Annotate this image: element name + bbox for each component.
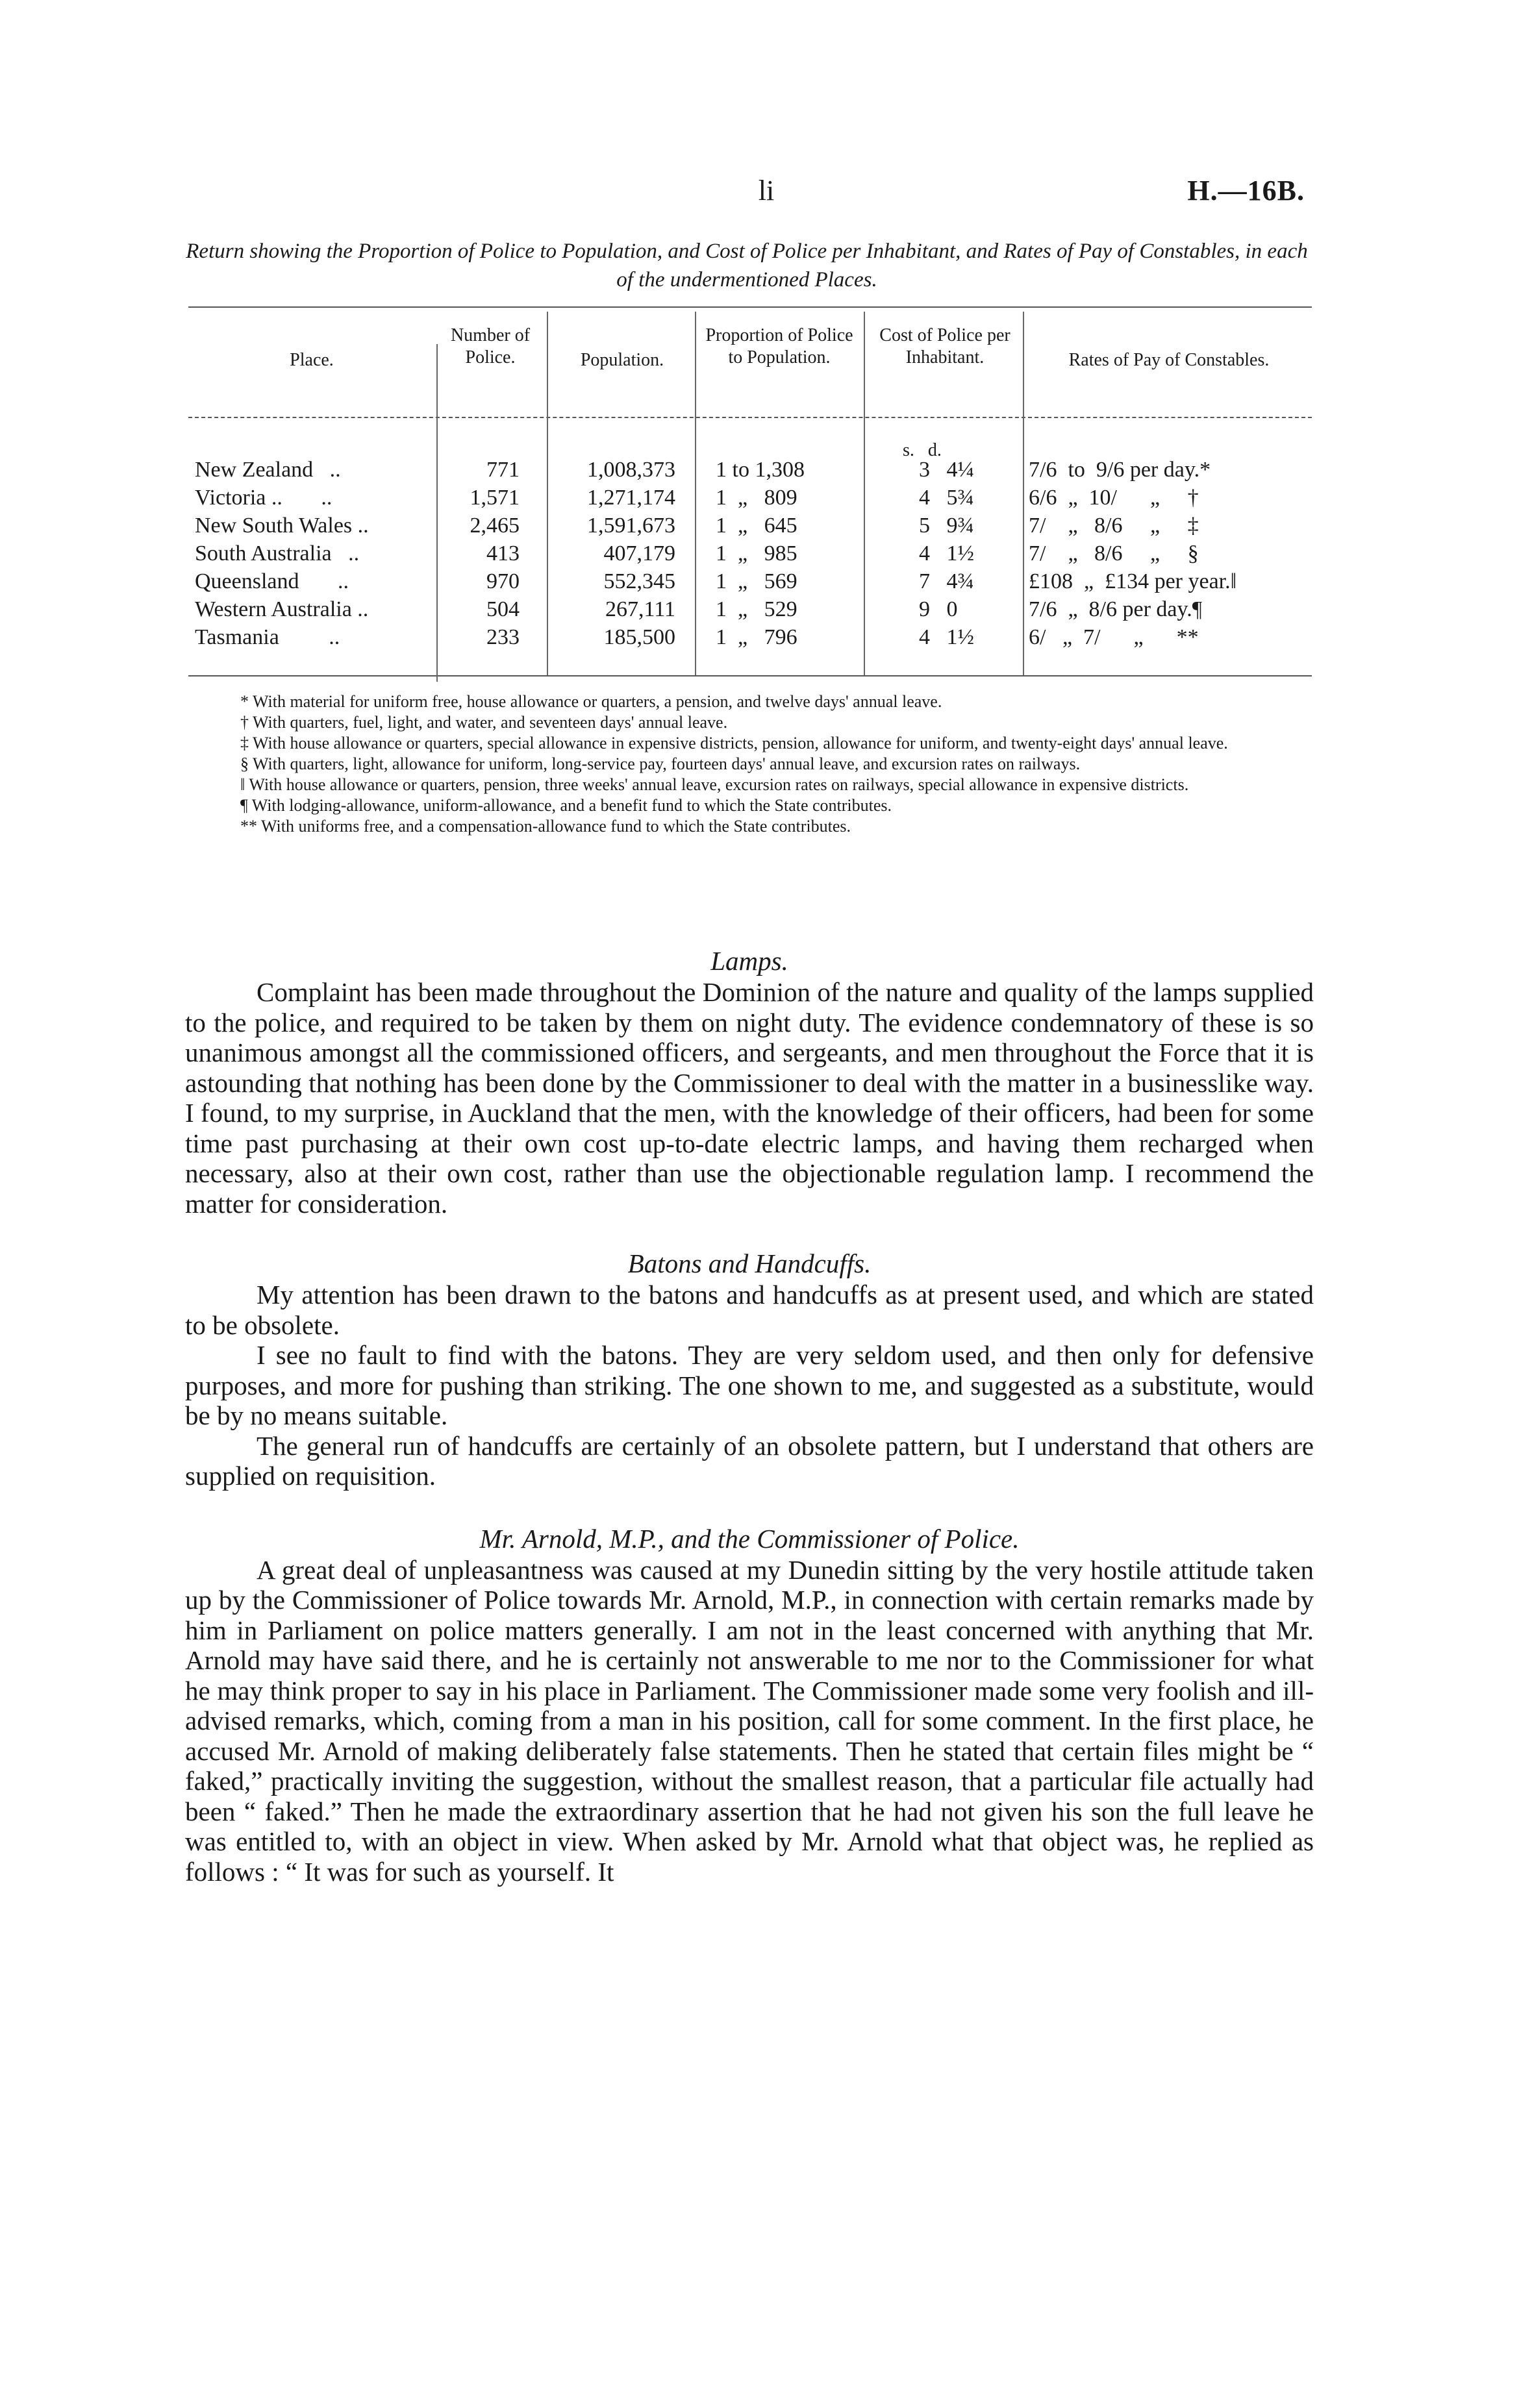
table-body (195, 456, 1312, 651)
report-body (185, 945, 1314, 1887)
cell-population: 185,500 (603, 625, 675, 649)
cell-number: 771 (486, 458, 520, 482)
cell-proportion: 1 „ 985 (716, 541, 797, 565)
footnote: ** With uniforms free, and a compensation-allowance fund to which the State contributes. (240, 817, 851, 836)
header-rates: Rates of Pay of Constables. (1068, 350, 1270, 370)
paragraph: I see no fault to find with the batons. They are very seldom used, and then only for defensive purposes, and more for pushing than striking. The one shown to me, and suggested as a substitute, would be by no means suitable. (185, 1340, 1314, 1430)
paragraph: A great deal of unpleasantness was caused at my Dunedin sitting by the very hostile attitude taken up by the Commissioner of Police towards Mr. Arnold, M.P., in connection with certain remarks made by him in Parliament on police matters generally. I am not in the least concerned with anything that Mr. Arnold may have said there, and he is certainly not answerable to me nor to the Commissioner for what he may think proper to say in his place in Parliament. The Commissioner made some very foolish and ill-advised remarks, which, coming from a man in his position, call for some comment. In the first place, he accused Mr. Arnold of making deliberately false statements. Then he stated that certain files might be “ faked,” practically inviting the suggestion, without the smallest reason, that a particular file actually had been “ faked.” Then he made the extraordinary assertion that he had not given his son the full leave he was entitled to, with an object in view. When asked by Mr. Arnold what that object was, he replied as follows : “ It was for such as yourself. It (185, 1554, 1314, 1887)
cell-cost: 9 0 (919, 597, 958, 621)
cell-place: Victoria .. .. (195, 486, 333, 510)
cell-number: 504 (486, 597, 520, 621)
section-heading-batons: Batons and Handcuffs. (627, 1248, 872, 1278)
section-heading-arnold: Mr. Arnold, M.P., and the Commissioner of Police. (479, 1523, 1020, 1554)
footnote: ‡ With house allowance or quarters, special allowance in expensive districts, pension, allowance for uniform, and twenty-eight days' annual leave. (240, 734, 1228, 752)
cost-units-label: s. d. (903, 440, 942, 460)
table-caption: Return showing the Proportion of Police to Population, and Cost of Police per Inhabitant, and Rates of Pay of Constables, in each of the undermentioned Places. (186, 240, 1308, 292)
cell-population: 1,271,174 (587, 486, 675, 510)
table-bottom-rule (188, 675, 1312, 676)
cell-rates: 7/ „ 8/6 „ § (1029, 541, 1199, 565)
table-row (195, 484, 1312, 512)
header-place: Place. (290, 350, 334, 370)
cell-rates: 7/ „ 8/6 „ ‡ (1029, 514, 1199, 538)
cell-cost: 4 1½ (919, 625, 974, 649)
document-reference: H.—16B. (1187, 175, 1305, 206)
cell-place: New South Wales .. (195, 514, 369, 538)
footnote: ¶ With lodging-allowance, uniform-allowance, and a benefit fund to which the State contributes. (240, 796, 892, 815)
paragraph: Complaint has been made throughout the Dominion of the nature and quality of the lamps supplied to the police, and required to be taken by them on night duty. The evidence condemnatory of these is so unanimous amongst all the commissioned officers, and sergeants, and men throughout the Force that it is astounding that nothing has been done by the Commissioner to deal with the matter in a businesslike way. I found, to my surprise, in Auckland that the men, with the knowledge of their officers, had been for some time past purchasing at their own cost up-to-date electric lamps, and having them recharged when necessary, also at their own cost, rather than use the objectionable regulation lamp. I recommend the matter for consideration. (185, 977, 1314, 1219)
cell-population: 407,179 (603, 541, 675, 565)
cell-number: 1,571 (470, 486, 520, 510)
cell-number: 233 (486, 625, 520, 649)
cell-proportion: 1 „ 569 (716, 569, 797, 593)
cell-population: 1,008,373 (587, 458, 675, 482)
header-population: Population. (580, 350, 664, 370)
cell-rates: 6/ „ 7/ „ ** (1029, 625, 1199, 649)
table-header-rule (188, 417, 1312, 418)
header-cost: Cost of Police per Inhabitant. (879, 325, 1011, 367)
cell-cost: 7 4¾ (919, 569, 974, 593)
footnote: † With quarters, fuel, light, and water, and seventeen days' annual leave. (240, 713, 728, 732)
cell-population: 552,345 (603, 569, 675, 593)
cell-proportion: 1 to 1,308 (716, 458, 805, 482)
table-row (195, 456, 1312, 484)
cell-cost: 5 9¾ (919, 514, 974, 538)
cell-place: Western Australia .. (195, 597, 369, 621)
cell-place: South Australia .. (195, 541, 360, 565)
table-row (195, 595, 1312, 623)
section-heading-lamps: Lamps. (710, 946, 788, 976)
cell-population: 267,111 (605, 597, 675, 621)
table-row (195, 567, 1312, 595)
table-footnotes (195, 691, 1318, 837)
footnote: ‖ With house allowance or quarters, pension, three weeks' annual leave, excursion rates on railways, special allowance in expensive districts. (240, 775, 1189, 794)
cell-number: 970 (486, 569, 520, 593)
cell-population: 1,591,673 (587, 514, 675, 538)
table-row (195, 540, 1312, 567)
cell-rates: £108 „ £134 per year.‖ (1029, 569, 1237, 593)
paragraph: The general run of handcuffs are certainly of an obsolete pattern, but I understand that others are supplied on requisition. (185, 1430, 1314, 1491)
footnote: * With material for uniform free, house allowance or quarters, a pension, and twelve days' annual leave. (240, 692, 942, 711)
cell-place: Queensland .. (195, 569, 349, 593)
cell-number: 2,465 (470, 514, 520, 538)
cell-cost: 4 5¾ (919, 486, 974, 510)
header-number: Number of Police. (450, 325, 531, 367)
header-proportion: Proportion of Police to Population. (705, 325, 853, 367)
cell-number: 413 (486, 541, 520, 565)
cell-proportion: 1 „ 809 (716, 486, 797, 510)
cell-proportion: 1 „ 796 (716, 625, 797, 649)
table-row (195, 512, 1312, 540)
table-top-rule (188, 306, 1312, 308)
page-number: li (758, 175, 775, 206)
paragraph: My attention has been drawn to the batons and handcuffs as at present used, and which are stated to be obsolete. (185, 1280, 1314, 1340)
cell-place: Tasmania .. (195, 625, 340, 649)
footnote: § With quarters, light, allowance for uniform, long-service pay, fourteen days' annual leave, and excursion rates on railways. (240, 754, 1081, 773)
cell-place: New Zealand .. (195, 458, 341, 482)
cell-proportion: 1 „ 529 (716, 597, 797, 621)
cell-rates: 6/6 „ 10/ „ † (1029, 486, 1199, 510)
table-row (195, 623, 1312, 651)
cell-proportion: 1 „ 645 (716, 514, 797, 538)
cell-rates: 7/6 to 9/6 per day.* (1029, 458, 1211, 482)
cell-cost: 4 1½ (919, 541, 974, 565)
cell-rates: 7/6 „ 8/6 per day.¶ (1029, 597, 1203, 621)
cell-cost: 3 4¼ (919, 458, 974, 482)
